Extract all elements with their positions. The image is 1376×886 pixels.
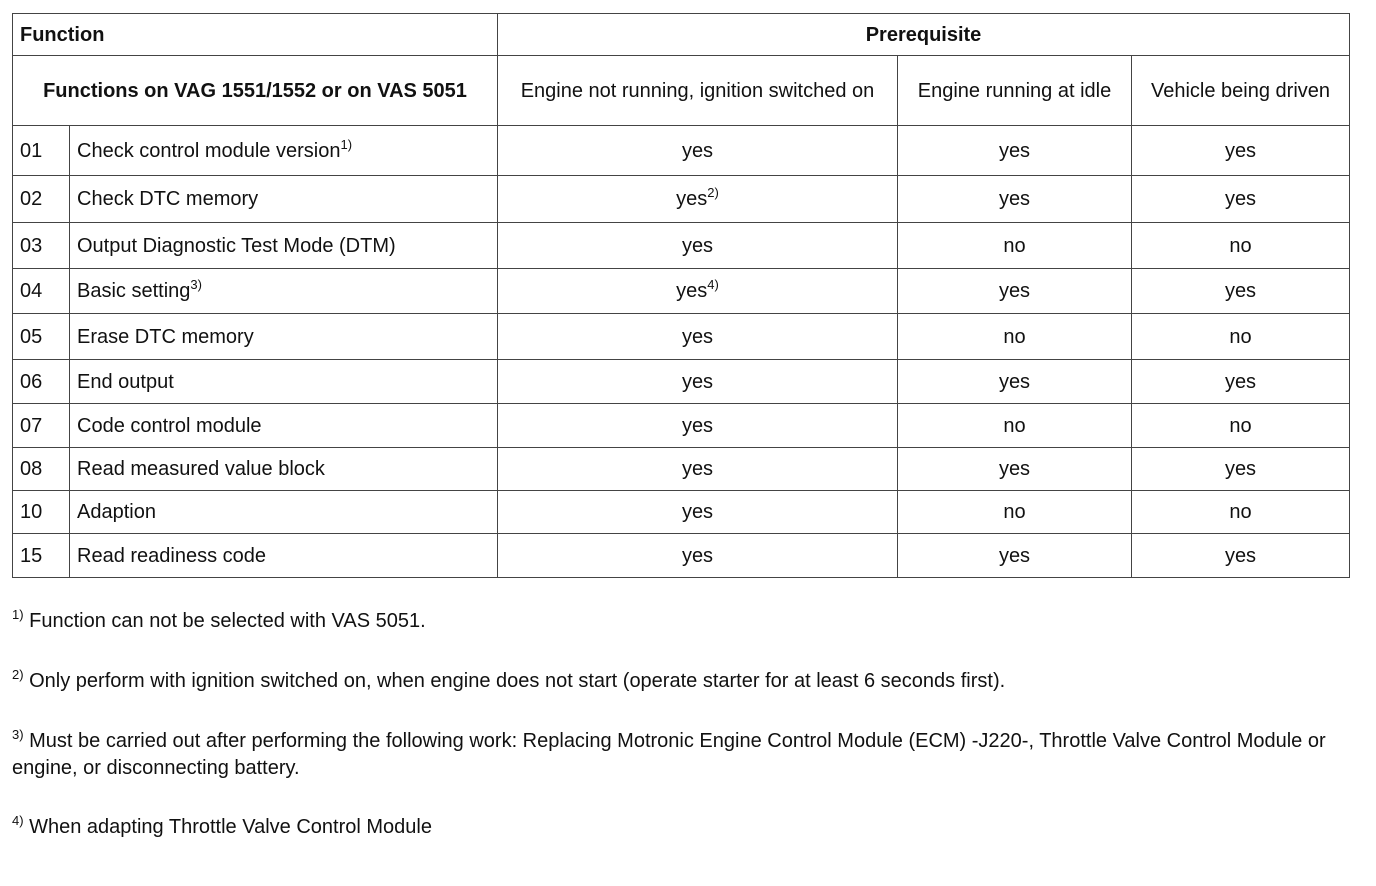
function-name: [70, 269, 498, 314]
driven-value: no: [1132, 404, 1350, 448]
function-name-text: Basic setting: [77, 280, 191, 302]
function-prerequisite-table: [12, 13, 1350, 578]
footnote: [12, 608, 1342, 635]
idle-value: no: [898, 223, 1132, 269]
idle-value: yes: [898, 176, 1132, 223]
driven-value: yes: [1132, 534, 1350, 578]
driven-value: yes: [1132, 176, 1350, 223]
driven-value: yes: [1132, 448, 1350, 491]
table-row: [13, 176, 1350, 223]
idle-value: yes: [898, 269, 1132, 314]
footnote-text: Only perform with ignition switched on, when engine does not start (operate starter for at least 6 seconds first).: [29, 670, 1006, 692]
function-number: 04: [13, 269, 70, 314]
footnote: [12, 728, 1342, 782]
function-number: 07: [13, 404, 70, 448]
value-text: yes: [681, 139, 714, 162]
function-number: 10: [13, 491, 70, 534]
function-number: 15: [13, 534, 70, 578]
engine-off-value: [498, 223, 898, 269]
col-engine-off: Engine not running, ignition switched on: [498, 56, 898, 126]
engine-off-value: [498, 269, 898, 314]
function-name-text: Read measured value block: [77, 458, 325, 480]
footnote-ref: 3): [190, 277, 202, 292]
function-name-text: Erase DTC memory: [77, 325, 254, 348]
function-number: 01: [13, 126, 70, 176]
table-row: [13, 360, 1350, 404]
value-text: yes: [681, 370, 714, 393]
footnote-ref: 1): [340, 136, 353, 152]
value-text: yes: [681, 325, 714, 348]
function-number: 06: [13, 360, 70, 404]
function-name: [70, 176, 498, 223]
function-name: [70, 534, 498, 578]
footnote-ref: 2): [707, 185, 719, 200]
value-text: yes: [676, 280, 708, 302]
header-prerequisite: Prerequisite: [498, 14, 1350, 56]
function-name: [70, 223, 498, 269]
table-row: [13, 314, 1350, 360]
function-number: 05: [13, 314, 70, 360]
idle-value: no: [898, 404, 1132, 448]
function-name-text: Output Diagnostic Test Mode (DTM): [77, 234, 396, 257]
engine-off-value: [498, 404, 898, 448]
function-name: [70, 404, 498, 448]
function-name-text: End output: [77, 370, 174, 393]
driven-value: yes: [1132, 126, 1350, 176]
idle-value: yes: [898, 448, 1132, 491]
function-name-text: Code control module: [77, 414, 262, 437]
engine-off-value: [498, 126, 898, 176]
table-row: [13, 223, 1350, 269]
subheader-functions: Functions on VAG 1551/1552 or on VAS 5051: [13, 56, 498, 126]
function-number: 03: [13, 223, 70, 269]
function-number: 02: [13, 176, 70, 223]
value-text: yes: [681, 414, 714, 437]
value-text: yes: [676, 188, 708, 210]
idle-value: yes: [898, 360, 1132, 404]
table-row: [13, 404, 1350, 448]
function-name: [70, 314, 498, 360]
footnote-ref: 4): [707, 277, 719, 292]
value-text: yes: [681, 501, 714, 523]
function-name: [70, 360, 498, 404]
function-name-text: Check control module version: [77, 139, 341, 162]
footnote: [12, 668, 1342, 695]
table-row: [13, 269, 1350, 314]
idle-value: yes: [898, 126, 1132, 176]
idle-value: no: [898, 491, 1132, 534]
table-row: [13, 534, 1350, 578]
table-row: [13, 448, 1350, 491]
driven-value: yes: [1132, 269, 1350, 314]
footnote: [12, 814, 1342, 841]
idle-value: no: [898, 314, 1132, 360]
idle-value: yes: [898, 534, 1132, 578]
driven-value: no: [1132, 491, 1350, 534]
engine-off-value: [498, 360, 898, 404]
footnote-mark: 2): [12, 667, 24, 682]
engine-off-value: [498, 176, 898, 223]
driven-value: no: [1132, 314, 1350, 360]
table-row: [13, 126, 1350, 176]
function-number: 08: [13, 448, 70, 491]
value-text: yes: [681, 544, 714, 567]
engine-off-value: [498, 448, 898, 491]
function-name-text: Adaption: [77, 501, 156, 523]
footnote-text: Must be carried out after performing the following work: Replacing Motronic Engine Control Module (ECM) -J220-, Throttle Valve Control Module or engine, or disconnecting battery.: [12, 730, 1326, 779]
subheader-row: [13, 56, 1350, 126]
col-idle: Engine running at idle: [898, 56, 1132, 126]
function-name: [70, 448, 498, 491]
driven-value: no: [1132, 223, 1350, 269]
function-name-text: Read readiness code: [77, 544, 267, 567]
driven-value: yes: [1132, 360, 1350, 404]
table-row: [13, 491, 1350, 534]
function-name: [70, 491, 498, 534]
engine-off-value: [498, 534, 898, 578]
footnote-mark: 1): [12, 607, 24, 622]
col-driven: Vehicle being driven: [1132, 56, 1350, 126]
function-name-text: Check DTC memory: [77, 188, 259, 210]
header-row: [13, 14, 1350, 56]
footnote-text: When adapting Throttle Valve Control Module: [29, 816, 432, 838]
footnote-text: Function can not be selected with VAS 5051.: [29, 610, 426, 632]
function-name: [70, 126, 498, 176]
footnote-mark: 3): [12, 727, 24, 742]
footnote-mark: 4): [12, 813, 24, 828]
value-text: yes: [681, 458, 714, 480]
value-text: yes: [681, 234, 714, 257]
header-function: Function: [13, 14, 498, 56]
engine-off-value: [498, 491, 898, 534]
engine-off-value: [498, 314, 898, 360]
